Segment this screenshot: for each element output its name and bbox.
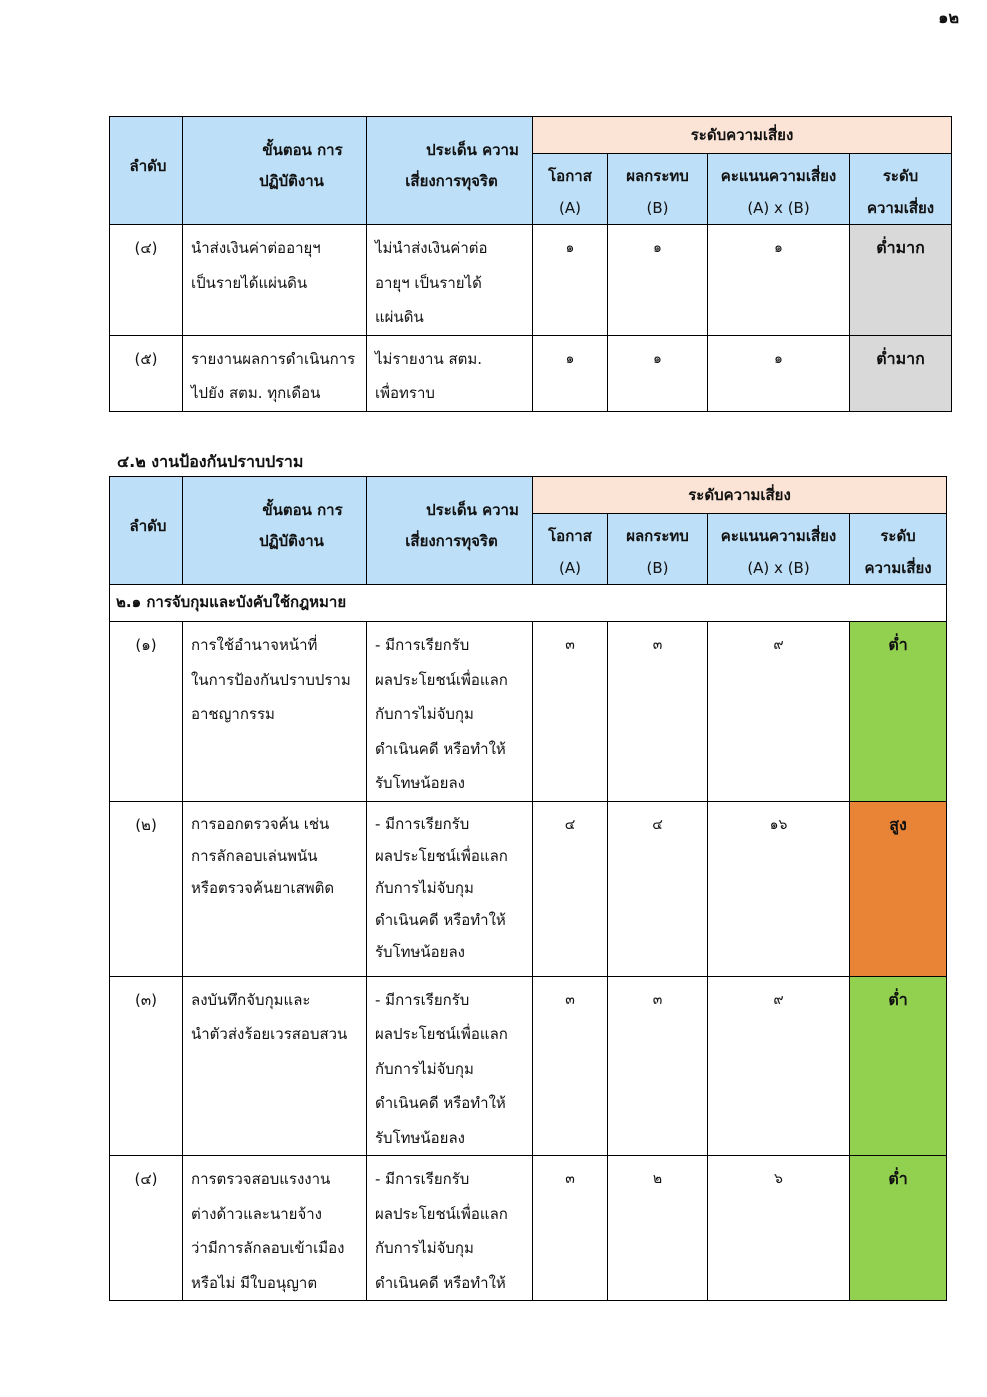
row-issue: - มีการเรียกรับ ผลประโยชน์เพื่อแลก กับการไม่จับกุม ดำเนินคดี หรือทำให้: [367, 1156, 533, 1301]
row-step: ลงบันทึกจับกุมและ นำตัวส่งร้อยเวรสอบสวน: [183, 976, 367, 1156]
row-no: (๑): [110, 622, 183, 802]
row-impact: ๓: [608, 622, 708, 802]
header-score: คะแนนความเสี่ยง (A) x (B): [708, 154, 850, 225]
table-row: [110, 801, 947, 976]
section-title: ๔.๒ งานป้องกันปราบปราม: [117, 452, 304, 471]
row-score: ๙: [708, 622, 850, 802]
row-chance: ๔: [533, 801, 608, 976]
row-issue: ไม่นำส่งเงินค่าต่อ อายุฯ เป็นรายได้ แผ่นดิน: [367, 225, 533, 336]
header-no: ลำดับ: [110, 117, 183, 225]
header-risk-group: ระดับความเสี่ยง: [533, 117, 952, 154]
row-score: ๖: [708, 1156, 850, 1301]
risk-level-badge: ต่ำ: [850, 1156, 947, 1301]
row-issue: ไม่รายงาน สตม. เพื่อทราบ: [367, 335, 533, 411]
row-impact: ๓: [608, 976, 708, 1156]
row-step: การออกตรวจค้น เช่น การลักลอบเล่นพนัน หรือตรวจค้นยาเสพติด: [183, 801, 367, 976]
row-impact: ๑: [608, 225, 708, 336]
row-issue: - มีการเรียกรับ ผลประโยชน์เพื่อแลก กับการไม่จับกุม ดำเนินคดี หรือทำให้ รับโทษน้อยลง: [367, 976, 533, 1156]
row-no: (๓): [110, 976, 183, 1156]
row-step: การใช้อำนาจหน้าที่ ในการป้องกันปราบปราม อาชญากรรม: [183, 622, 367, 802]
header-chance: โอกาส (A): [533, 514, 608, 585]
row-no: (๔): [110, 1156, 183, 1301]
table-row: [110, 1156, 947, 1301]
row-impact: ๑: [608, 335, 708, 411]
row-score: ๑: [708, 335, 850, 411]
row-score: ๑: [708, 225, 850, 336]
row-issue: - มีการเรียกรับ ผลประโยชน์เพื่อแลก กับการไม่จับกุม ดำเนินคดี หรือทำให้ รับโทษน้อยลง: [367, 801, 533, 976]
table-row: [110, 622, 947, 802]
header-step: ขั้นตอน การ ปฏิบัติงาน: [183, 117, 367, 225]
row-impact: ๒: [608, 1156, 708, 1301]
row-chance: ๓: [533, 622, 608, 802]
header-issue: ประเด็น ความ เสี่ยงการทุจริต: [367, 477, 533, 585]
row-no: (๕): [110, 335, 183, 411]
table-row: [110, 976, 947, 1156]
risk-table-1: [109, 116, 952, 412]
header-risk-group: ระดับความเสี่ยง: [533, 477, 947, 514]
header-level: ระดับ ความเสี่ยง: [850, 514, 947, 585]
header-no: ลำดับ: [110, 477, 183, 585]
header-chance: โอกาส (A): [533, 154, 608, 225]
header-issue: ประเด็น ความ เสี่ยงการทุจริต: [367, 117, 533, 225]
row-issue: - มีการเรียกรับ ผลประโยชน์เพื่อแลก กับการไม่จับกุม ดำเนินคดี หรือทำให้ รับโทษน้อยลง: [367, 622, 533, 802]
row-impact: ๔: [608, 801, 708, 976]
risk-level-badge: ต่ำ: [850, 976, 947, 1156]
row-score: ๑๖: [708, 801, 850, 976]
row-step: การตรวจสอบแรงงาน ต่างด้าวและนายจ้าง ว่ามีการลักลอบเข้าเมือง หรือไม่ มีใบอนุญาต: [183, 1156, 367, 1301]
row-chance: ๑: [533, 335, 608, 411]
header-step: ขั้นตอน การ ปฏิบัติงาน: [183, 477, 367, 585]
page-number: ๑๒: [938, 8, 959, 27]
risk-level-badge: ต่ำ: [850, 622, 947, 802]
row-step: รายงานผลการดำเนินการ ไปยัง สตม. ทุกเดือน: [183, 335, 367, 411]
header-score: คะแนนความเสี่ยง (A) x (B): [708, 514, 850, 585]
row-chance: ๑: [533, 225, 608, 336]
risk-level-badge: สูง: [850, 801, 947, 976]
row-no: (๔): [110, 225, 183, 336]
row-score: ๙: [708, 976, 850, 1156]
risk-table-2: [109, 476, 947, 1301]
subsection-heading: ๒.๑ การจับกุมและบังคับใช้กฎหมาย: [110, 585, 947, 622]
table-row: [110, 335, 952, 411]
row-chance: ๓: [533, 976, 608, 1156]
header-impact: ผลกระทบ (B): [608, 154, 708, 225]
row-chance: ๓: [533, 1156, 608, 1301]
row-no: (๒): [110, 801, 183, 976]
row-step: นำส่งเงินค่าต่ออายุฯ เป็นรายได้แผ่นดิน: [183, 225, 367, 336]
header-level: ระดับ ความเสี่ยง: [850, 154, 952, 225]
header-impact: ผลกระทบ (B): [608, 514, 708, 585]
table-row: [110, 225, 952, 336]
risk-level-badge: ต่ำมาก: [850, 225, 952, 336]
risk-level-badge: ต่ำมาก: [850, 335, 952, 411]
